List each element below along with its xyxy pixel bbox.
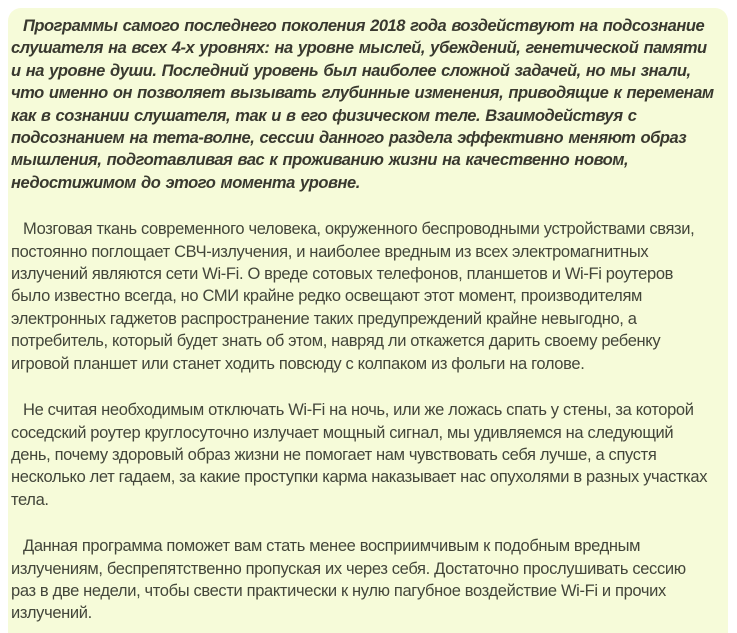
article-card xyxy=(8,8,728,633)
body-paragraph-wifi-night: Не считая необходимым отключать Wi-Fi на ночь, или же ложась спать у стены, за которой соседский роутер круглосуточно излучает мощный сигнал, мы удивляемся на следующий день, почему здоровый образ жизни не помогает нам чувствовать себя лучше, а спустя несколько лет гадаем, за какие проступки карма наказывает нас опухолями в разных участках тела. xyxy=(11,401,708,509)
lead-paragraph: Программы самого последнего поколения 2018 года воздействуют на подсознание слушателя на всех 4-х уровнях: на уровне мыслей, убеждений, генетической памяти и на уровне души. Последний уровень был наиболее сложной задачей, но мы знали, что именно он позволяет вызывать глубинные изменения, приводящие к переменам как в сознании слушателя, так и в его физическом теле. Взаимодействуя с подсознанием на тета-волне, сессии данного раздела эффективно меняют образ мышления, подготавливая вас к проживанию жизни на качественно новом, недостижимом до этого момента уровне. xyxy=(11,17,714,192)
body-paragraph-program-benefit: Данная программа поможет вам стать менее восприимчивым к подобным вредным излучениям, беспрепятственно пропуская их через себя. Достаточно прослушивать сессию раз в две недели, чтобы свести практически к нулю пагубное воздействие Wi-Fi и прочих излучений. xyxy=(11,537,686,623)
body-paragraph-brain-tissue: Мозговая ткань современного человека, окруженного беспроводными устройствами связи, постоянно поглощает СВЧ-излучения, и наиболее вредным из всех электромагнитных излучений являются сети Wi-Fi. О вреде сотовых телефонов, планшетов и Wi-Fi роутеров было известно всегда, но СМИ крайне редко освещают этот момент, производителям электронных гаджетов распространение таких предупреждений крайне невыгодно, а потребитель, который будет знать об этом, навряд ли откажется дарить своему ребенку игровой планшет или станет ходить повсюду с колпаком из фольги на голове. xyxy=(11,220,695,373)
